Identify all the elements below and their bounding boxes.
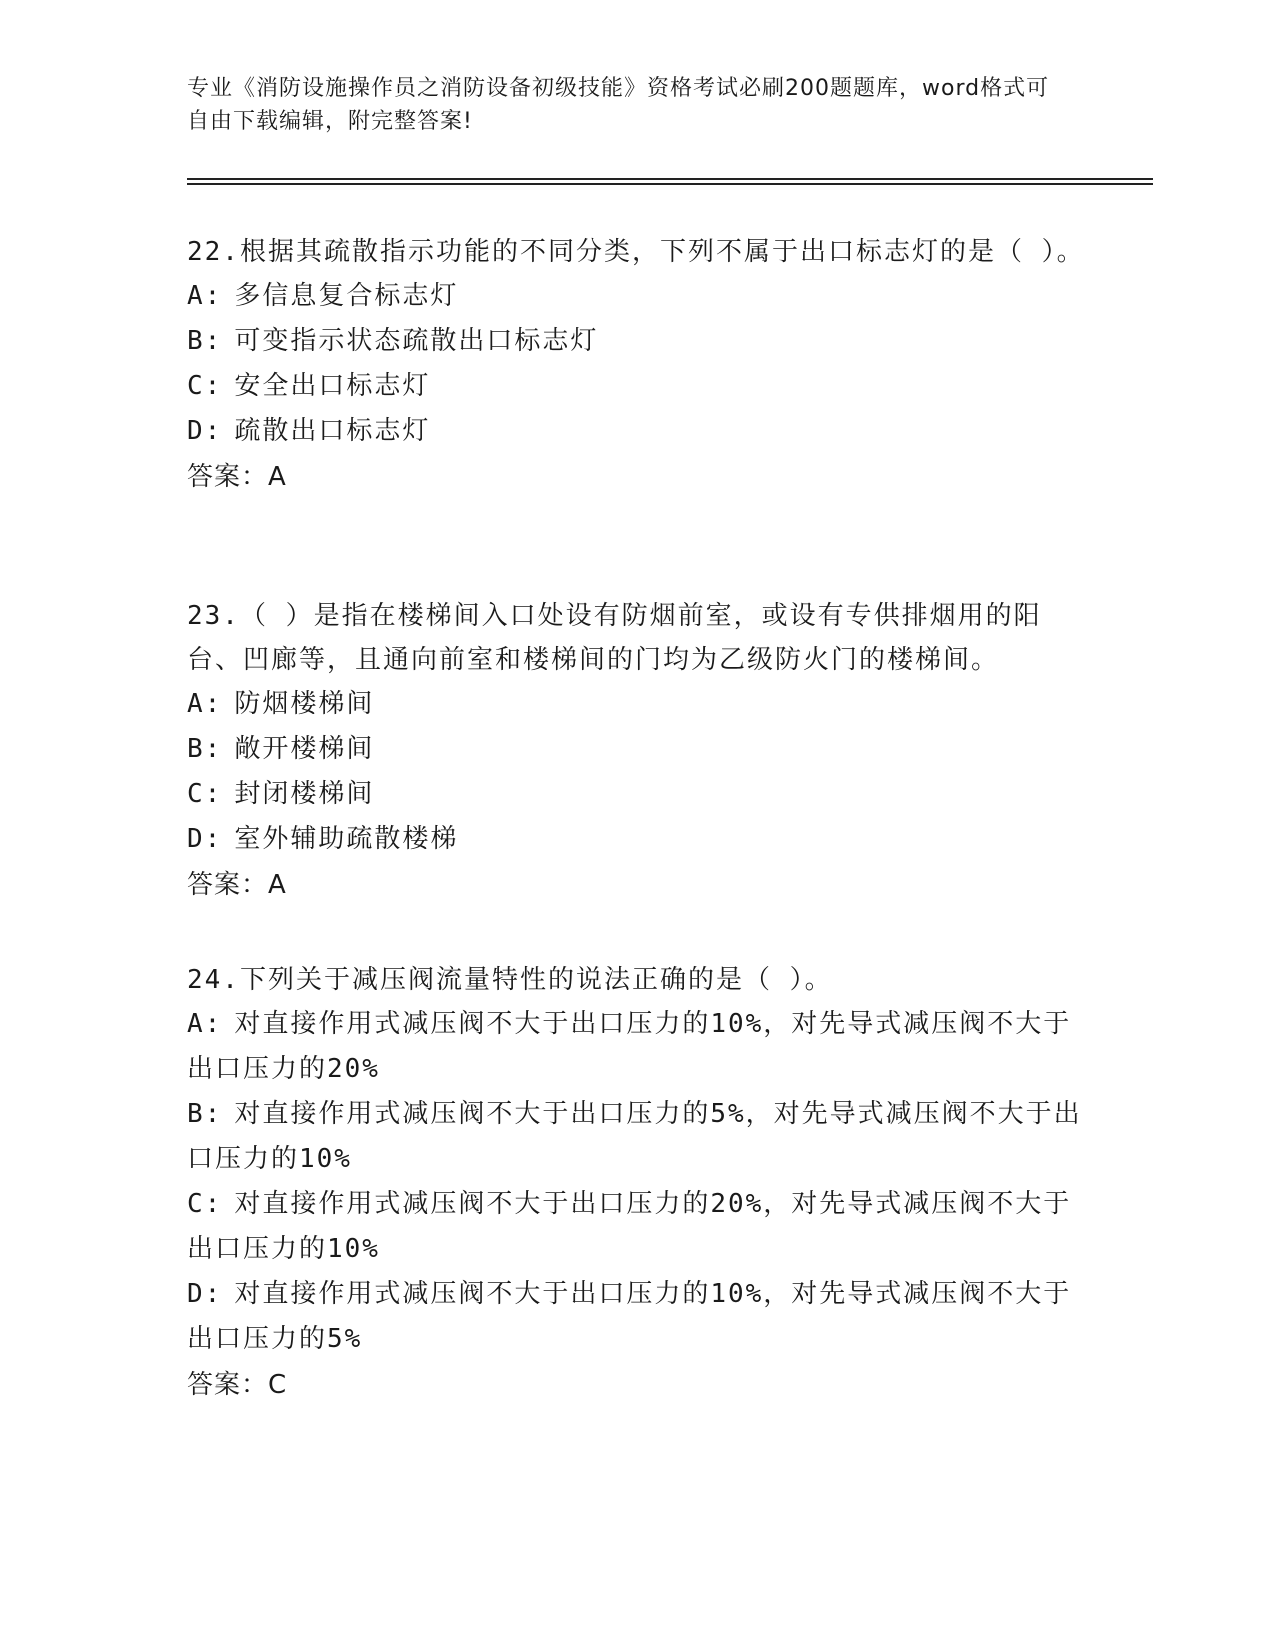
option-key: B: xyxy=(187,1099,223,1129)
option-key: B: xyxy=(187,326,223,356)
option-text: 对直接作用式减压阀不大于出口压力的10%，对先导式减压阀不大于出口压力的5% xyxy=(187,1279,1072,1354)
answer-label: 答案：C xyxy=(187,1370,288,1400)
header-title: 专业《消防设施操作员之消防设备初级技能》资格考试必刷200题题库，word格式可自由下载编辑，附完整答案! xyxy=(187,76,1050,134)
option-text: 防烟楼梯间 xyxy=(234,689,375,719)
option-text: 可变指示状态疏散出口标志灯 xyxy=(234,326,599,356)
question-23 xyxy=(187,594,1087,908)
option-c xyxy=(187,364,1087,409)
option-key: D: xyxy=(187,416,223,446)
option-text: 对直接作用式减压阀不大于出口压力的5%，对先导式减压阀不大于出口压力的10% xyxy=(187,1099,1082,1174)
option-text: 对直接作用式减压阀不大于出口压力的20%，对先导式减压阀不大于出口压力的10% xyxy=(187,1189,1072,1264)
option-d xyxy=(187,409,1087,454)
option-c xyxy=(187,1182,1087,1272)
option-d xyxy=(187,817,1087,862)
option-text: 对直接作用式减压阀不大于出口压力的10%，对先导式减压阀不大于出口压力的20% xyxy=(187,1009,1072,1084)
option-key: D: xyxy=(187,1279,223,1309)
option-key: A: xyxy=(187,281,223,311)
option-c xyxy=(187,772,1087,817)
option-a xyxy=(187,682,1087,727)
option-text: 疏散出口标志灯 xyxy=(234,416,431,446)
question-stem: 22.根据其疏散指示功能的不同分类，下列不属于出口标志灯的是（ ）。 xyxy=(187,237,1085,267)
option-d xyxy=(187,1272,1087,1362)
option-key: D: xyxy=(187,824,223,854)
option-text: 敞开楼梯间 xyxy=(234,734,375,764)
option-a xyxy=(187,1002,1087,1092)
question-stem: 24.下列关于减压阀流量特性的说法正确的是（ ）。 xyxy=(187,965,833,995)
option-text: 安全出口标志灯 xyxy=(234,371,431,401)
option-b xyxy=(187,727,1087,772)
option-key: B: xyxy=(187,734,223,764)
option-key: C: xyxy=(187,371,223,401)
option-key: A: xyxy=(187,689,223,719)
header-divider-top xyxy=(187,178,1153,180)
option-a xyxy=(187,274,1087,319)
option-key: A: xyxy=(187,1009,223,1039)
option-key: C: xyxy=(187,1189,223,1219)
option-text: 封闭楼梯间 xyxy=(234,779,375,809)
option-text: 多信息复合标志灯 xyxy=(234,281,459,311)
question-22 xyxy=(187,230,1087,500)
option-b xyxy=(187,1092,1087,1182)
option-key: C: xyxy=(187,779,223,809)
option-b xyxy=(187,319,1087,364)
answer-label: 答案：A xyxy=(187,462,287,492)
question-stem: 23.（ ）是指在楼梯间入口处设有防烟前室，或设有专供排烟用的阳台、凹廊等，且通向前室和楼梯间的门均为乙级防火门的楼梯间。 xyxy=(187,601,1042,675)
answer-label: 答案：A xyxy=(187,870,287,900)
option-text: 室外辅助疏散楼梯 xyxy=(234,824,459,854)
question-24 xyxy=(187,958,1087,1408)
header-divider-bottom xyxy=(187,183,1153,185)
